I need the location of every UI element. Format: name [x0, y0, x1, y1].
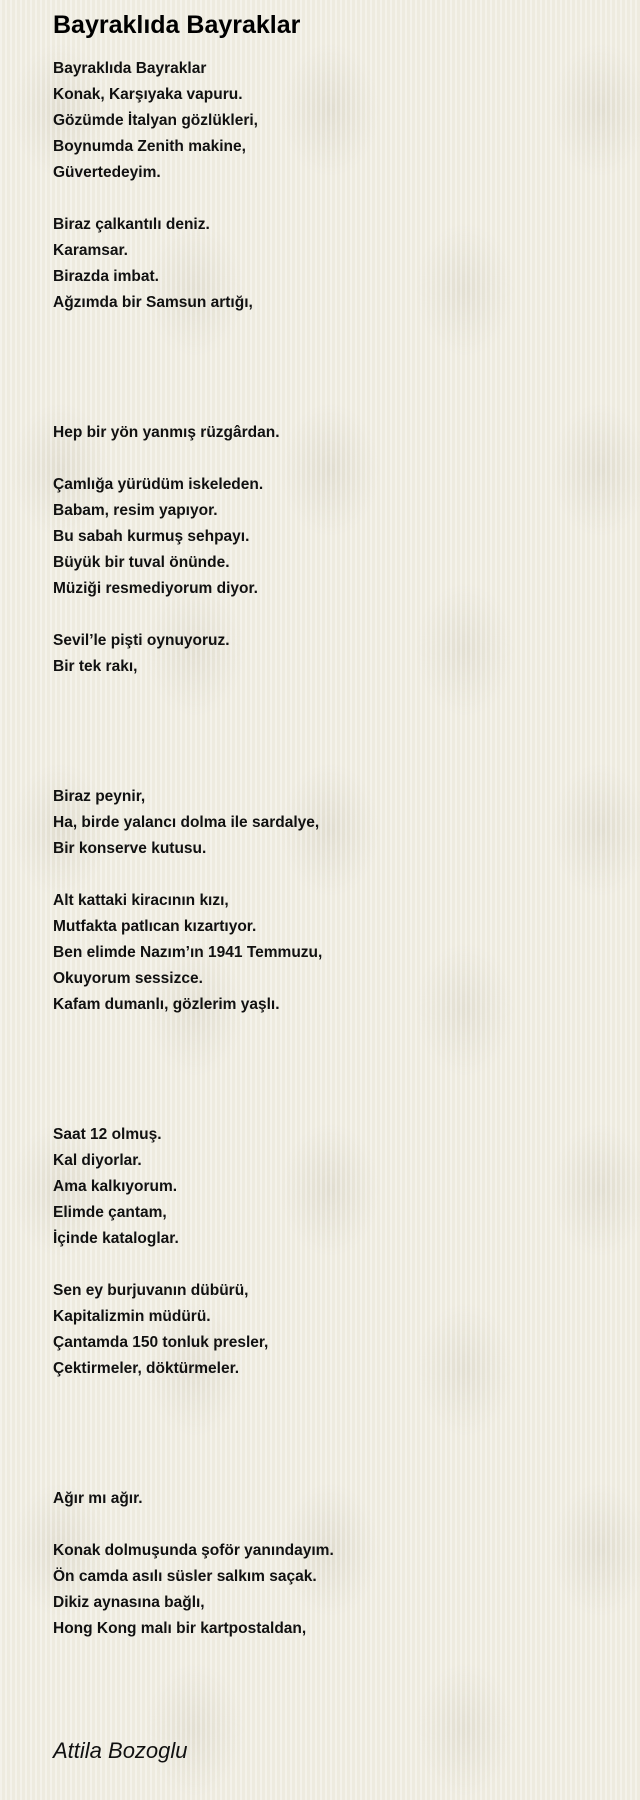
poem-line: Dikiz aynasına bağlı,: [53, 1594, 205, 1611]
poem-line: Bir konserve kutusu.: [53, 840, 207, 857]
poem-line: Çantamda 150 tonluk presler,: [53, 1334, 269, 1351]
stanza: [53, 628, 613, 680]
poem-line: Karamsar.: [53, 242, 128, 259]
poem-line: Ağzımda bir Samsun artığı,: [53, 294, 253, 311]
poem-line: Güvertedeyim.: [53, 164, 161, 181]
poem-page: [53, 10, 613, 1668]
poem-line: Kafam dumanlı, gözlerim yaşlı.: [53, 996, 280, 1013]
poem-line: Bayraklıda Bayraklar: [53, 60, 207, 77]
poem-line: Çamlığa yürüdüm iskeleden.: [53, 476, 264, 493]
poem-line: Elimde çantam,: [53, 1204, 167, 1221]
stanza: [53, 784, 613, 862]
stanza: [53, 1122, 613, 1252]
poem-line: Çektirmeler, döktürmeler.: [53, 1360, 240, 1377]
poem-line: Konak, Karşıyaka vapuru.: [53, 86, 243, 103]
stanza: [53, 1538, 613, 1642]
poem-title: Bayraklıda Bayraklar: [53, 11, 301, 39]
poem-line: Büyük bir tuval önünde.: [53, 554, 230, 571]
poem-line: Biraz çalkantılı deniz.: [53, 216, 210, 233]
poem-line: Gözümde İtalyan gözlükleri,: [53, 112, 258, 129]
poem-line: Boynumda Zenith makine,: [53, 138, 246, 155]
poem-line: Ama kalkıyorum.: [53, 1178, 178, 1195]
poem-line: Hep bir yön yanmış rüzgârdan.: [53, 424, 280, 441]
poem-line: Mutfakta patlıcan kızartıyor.: [53, 918, 257, 935]
poem-line: Kapitalizmin müdürü.: [53, 1308, 211, 1325]
poem-line: Bir tek rakı,: [53, 658, 138, 675]
stanza: [53, 420, 613, 446]
poem-line: Ben elimde Nazım’ın 1941 Temmuzu,: [53, 944, 323, 961]
stanza: [53, 212, 613, 316]
stanza: [53, 56, 613, 186]
stanza: [53, 1486, 613, 1512]
poem-line: Ağır mı ağır.: [53, 1490, 143, 1507]
poem-line: Sevil’le pişti oynuyoruz.: [53, 632, 230, 649]
stanza: [53, 1278, 613, 1382]
stanza: [53, 888, 613, 1018]
poem-line: Bu sabah kurmuş sehpayı.: [53, 528, 250, 545]
poem-line: Saat 12 olmuş.: [53, 1126, 162, 1143]
poem-line: Ön camda asılı süsler salkım saçak.: [53, 1568, 317, 1585]
poem-line: Biraz peynir,: [53, 788, 146, 805]
author-name[interactable]: Attila Bozoglu: [53, 1738, 188, 1763]
poem-line: Konak dolmuşunda şoför yanındayım.: [53, 1542, 334, 1559]
poem-line: Kal diyorlar.: [53, 1152, 142, 1169]
poem-line: Okuyorum sessizce.: [53, 970, 203, 987]
poem-line: Müziği resmediyorum diyor.: [53, 580, 258, 597]
poem-line: İçinde kataloglar.: [53, 1230, 179, 1247]
poem-line: Ha, birde yalancı dolma ile sardalye,: [53, 814, 320, 831]
poem-line: Babam, resim yapıyor.: [53, 502, 218, 519]
poem-line: Hong Kong malı bir kartpostaldan,: [53, 1620, 307, 1637]
poem-body: [53, 56, 613, 1642]
stanza: [53, 472, 613, 602]
poem-line: Birazda imbat.: [53, 268, 159, 285]
poem-line: Sen ey burjuvanın dübürü,: [53, 1282, 249, 1299]
poem-line: Alt kattaki kiracının kızı,: [53, 892, 229, 909]
